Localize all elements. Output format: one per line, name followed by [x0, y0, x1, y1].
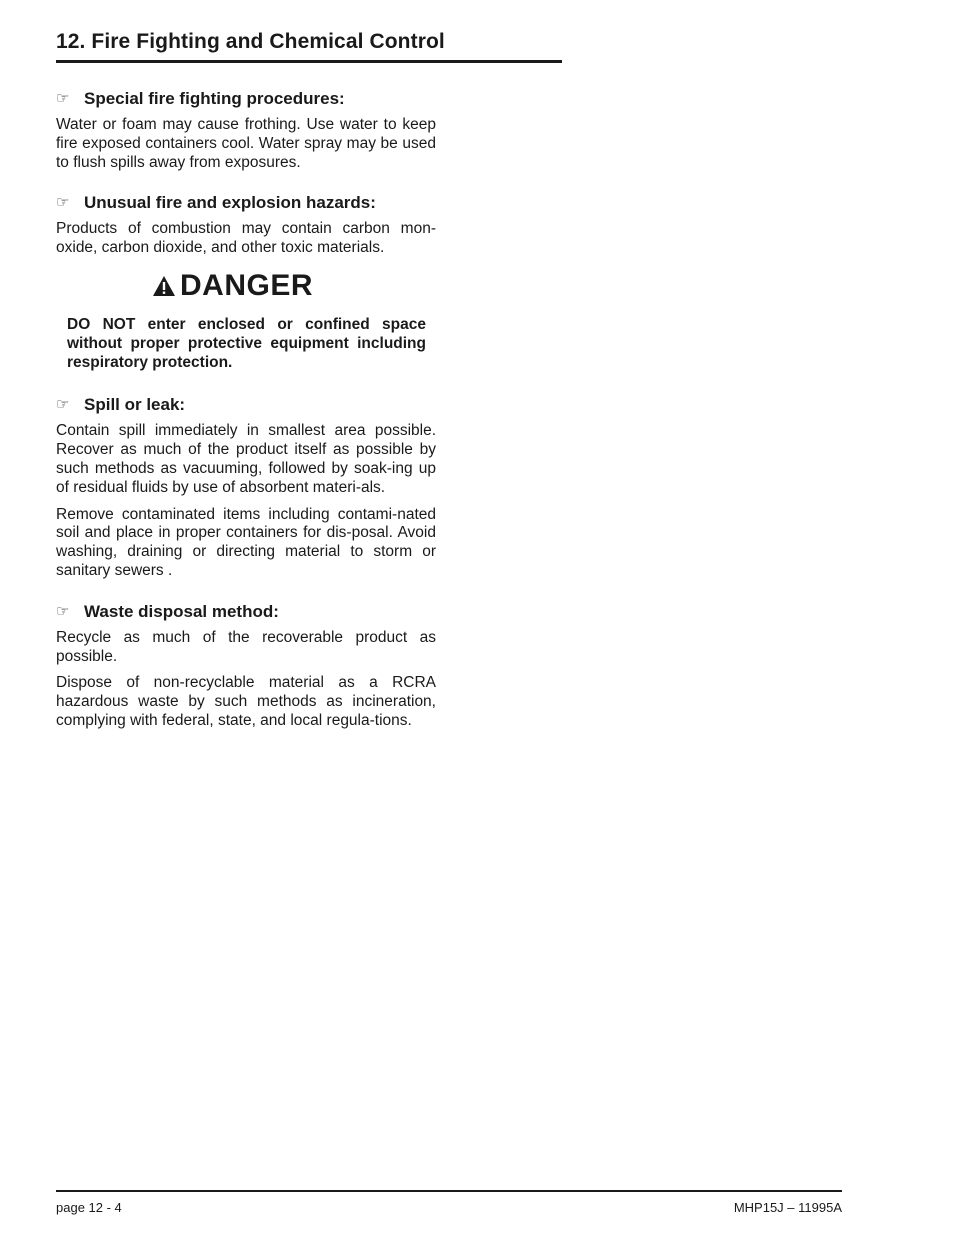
content-column [56, 88, 436, 751]
section-fire-fighting [56, 88, 436, 172]
paragraph: Recycle as much of the recoverable product as possible. [56, 628, 436, 665]
warning-triangle-icon [152, 275, 176, 297]
section-fire-hazards [56, 192, 436, 258]
paragraph: Dispose of non-recyclable material as a RCRA hazardous waste by such methods as incineration, complying with federal, state, and local regula-tions. [56, 674, 436, 729]
pointing-hand-icon: ☞ [56, 396, 70, 414]
pointing-hand-icon: ☞ [56, 90, 70, 107]
section-heading-text: Unusual fire and explosion hazards: [84, 193, 376, 213]
paragraph: Water or foam may cause frothing. Use water to keep fire exposed containers cool. Water spray may be used to flush spills away from exposures. [56, 116, 436, 171]
danger-title [152, 266, 436, 306]
paragraph: Products of combustion may contain carbon mon-oxide, carbon dioxide, and other toxic materials. [56, 220, 436, 257]
page-header [56, 30, 562, 63]
page-footer [56, 1190, 842, 1215]
danger-notice [56, 266, 436, 372]
page-number: page 12 - 4 [56, 1200, 122, 1215]
section-heading [56, 192, 436, 214]
danger-text: DO NOT enter enclosed or confined space without proper protective equipment including respiratory protection. [67, 315, 426, 371]
pointing-hand-icon: ☞ [56, 602, 70, 620]
section-spill-or-leak [56, 394, 436, 580]
page-title: 12. Fire Fighting and Chemical Control [56, 30, 445, 53]
section-heading [56, 88, 436, 110]
paragraph: Remove contaminated items including contami-nated soil and place in proper containers for dis-posal. Avoid washing, draining or directing material to storm or sanitary sewers . [56, 505, 436, 579]
danger-title-text: DANGER [180, 268, 314, 302]
section-heading [56, 394, 436, 416]
section-heading-text: Special fire fighting procedures: [84, 89, 345, 108]
section-waste-disposal [56, 601, 436, 731]
pointing-hand-icon: ☞ [56, 194, 70, 212]
paragraph: Contain spill immediately in smallest area possible. Recover as much of the product itself as possible by such methods as vacuuming, followed by soak-ing up of residual fluids by use of absorbent materi-als. [56, 422, 436, 496]
document-id: MHP15J – 11995A [733, 1200, 842, 1215]
section-heading-text: Spill or leak: [84, 395, 186, 415]
section-heading [56, 601, 436, 623]
section-heading-text: Waste disposal method: [84, 601, 279, 621]
